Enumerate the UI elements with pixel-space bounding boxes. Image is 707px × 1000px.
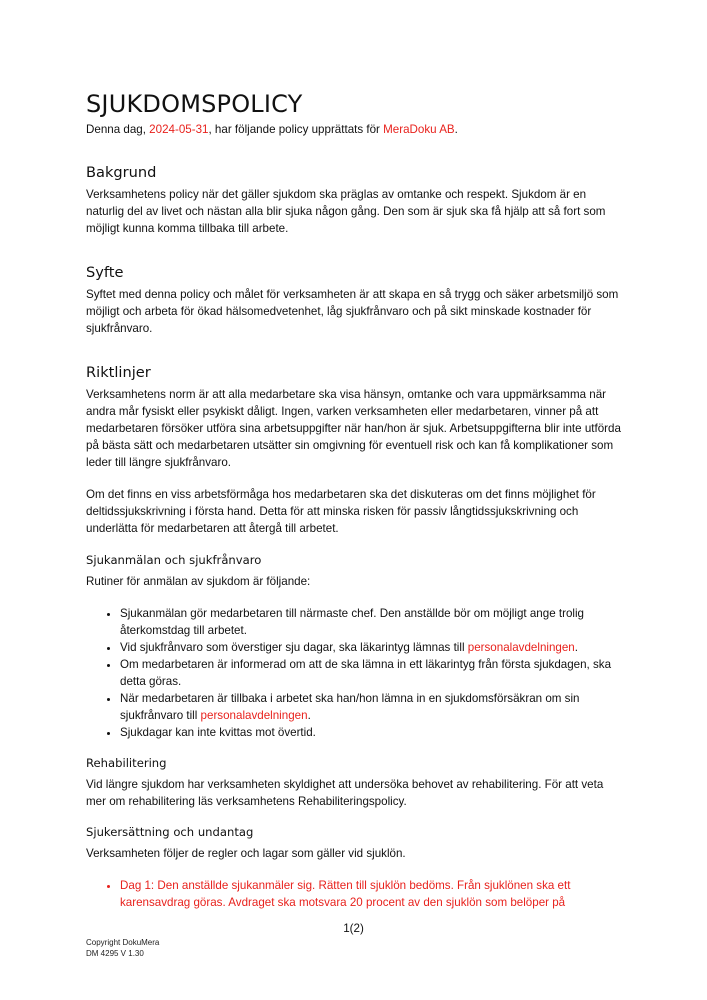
list-item: • Sjukanmälan gör medarbetaren till närmaste chef. Den anställde bör om möjligt ange trolig återkomstdag till arbetet. bbox=[120, 605, 621, 639]
copyright-text: Copyright DokuMera bbox=[86, 938, 160, 947]
section-syfte bbox=[86, 263, 621, 337]
list-item bbox=[120, 639, 621, 656]
list-item-suffix: . bbox=[307, 709, 311, 722]
intro-date: 2024-05-31 bbox=[149, 123, 209, 136]
text-bakgrund: Verksamhetens policy när det gäller sjukdom ska präglas av omtanke och respekt. Sjukdom är en naturlig del av livet och nästan alla blir sjuka någon gång. Den som är sjuk ska få hjälp att så fort som möjligt kunna komma tillbaka till arbete. bbox=[86, 188, 606, 235]
intro-line bbox=[86, 121, 621, 138]
list-sjukanmalan bbox=[86, 605, 621, 741]
intro-company: MeraDoku AB bbox=[383, 123, 455, 136]
section-bakgrund bbox=[86, 163, 621, 237]
list-item: • Om medarbetaren är informerad om att de ska lämna in ett läkarintyg från första sjukdagen, ska detta göras. bbox=[120, 656, 621, 690]
list-item-text: Vid sjukfrånvaro som överstiger sju dagar, ska läkarintyg lämnas till bbox=[120, 641, 468, 654]
heading-bakgrund: Bakgrund bbox=[86, 164, 157, 181]
heading-rehabilitering: Rehabilitering bbox=[86, 756, 167, 770]
section-rehabilitering bbox=[86, 755, 621, 810]
intro-prefix: Denna dag, bbox=[86, 123, 150, 136]
section-riktlinjer bbox=[86, 363, 621, 537]
text-rehabilitering: Vid längre sjukdom har verksamheten skyldighet att undersöka behovet av rehabilitering. För att veta mer om rehabilitering läs verksamhetens Rehabiliteringspolicy. bbox=[86, 778, 604, 808]
heading-sjukanmalan: Sjukanmälan och sjukfrånvaro bbox=[86, 553, 262, 567]
list-sjukersattning bbox=[86, 877, 621, 911]
text-riktlinjer-2: Om det finns en viss arbetsförmåga hos medarbetaren ska det diskuteras om det finns möjlighet för deltidssjukskrivning i första hand. Detta för att minska risken för passiv långtidssjukskrivning och underlätta för medarbetaren att återgå till arbetet. bbox=[86, 488, 596, 535]
heading-syfte: Syfte bbox=[86, 264, 124, 281]
heading-riktlinjer: Riktlinjer bbox=[86, 364, 151, 381]
document-page bbox=[86, 88, 621, 911]
text-riktlinjer-1: Verksamhetens norm är att alla medarbetare ska visa hänsyn, omtanke och vara uppmärksamma när andra mår fysiskt eller psykiskt dåligt. Ingen, varken verksamheten eller medarbetaren, vinner på att medarbetaren försöker utföra sina arbetsuppgifter när han/hon är sjuk. Arbetsuppgifterna blir inte utförda på bästa sätt och medarbetaren utsätter sin omgivning för eventuell risk och kan få komplikationer som leder till längre sjukfrånvaro. bbox=[86, 388, 621, 469]
intro-middle: , har följande policy upprättats för bbox=[208, 123, 384, 136]
document-id: DM 4295 V 1.30 bbox=[86, 949, 144, 958]
intro-suffix: . bbox=[454, 123, 458, 136]
link-personalavdelningen[interactable]: personalavdelningen bbox=[200, 709, 308, 722]
list-item-text: När medarbetaren är tillbaka i arbetet ska han/hon lämna in en sjukdomsförsäkran om sin sjukfrånvaro till bbox=[120, 692, 580, 722]
lead-sjukersattning: Verksamheten följer de regler och lagar som gäller vid sjuklön. bbox=[86, 847, 406, 860]
section-sjukanmalan bbox=[86, 552, 621, 741]
heading-sjukersattning: Sjukersättning och undantag bbox=[86, 825, 254, 839]
list-item: • Dag 1: Den anställde sjukanmäler sig. Rätten till sjuklön bedöms. Från sjuklönen ska ett karensavdrag göras. Avdraget ska motsvara 20 procent av den sjuklön som belöper på bbox=[120, 877, 621, 911]
text-syfte: Syftet med denna policy och målet för verksamheten är att skapa en så trygg och säker arbetsmiljö som möjligt och arbeta för ökad hälsomedvetenhet, låg sjukfrånvaro och på sikt minskade kostnader för sjukfrånvaro. bbox=[86, 288, 619, 335]
list-item: • Sjukdagar kan inte kvittas mot övertid. bbox=[120, 724, 621, 741]
link-personalavdelningen[interactable]: personalavdelningen bbox=[467, 641, 575, 654]
lead-sjukanmalan: Rutiner för anmälan av sjukdom är följande: bbox=[86, 575, 311, 588]
list-item bbox=[120, 690, 621, 724]
document-title: SJUKDOMSPOLICY bbox=[86, 90, 303, 118]
page-number: 1(2) bbox=[343, 922, 364, 935]
footer-copyright-block bbox=[86, 937, 159, 959]
list-item-suffix: . bbox=[574, 641, 578, 654]
section-sjukersattning bbox=[86, 824, 621, 911]
